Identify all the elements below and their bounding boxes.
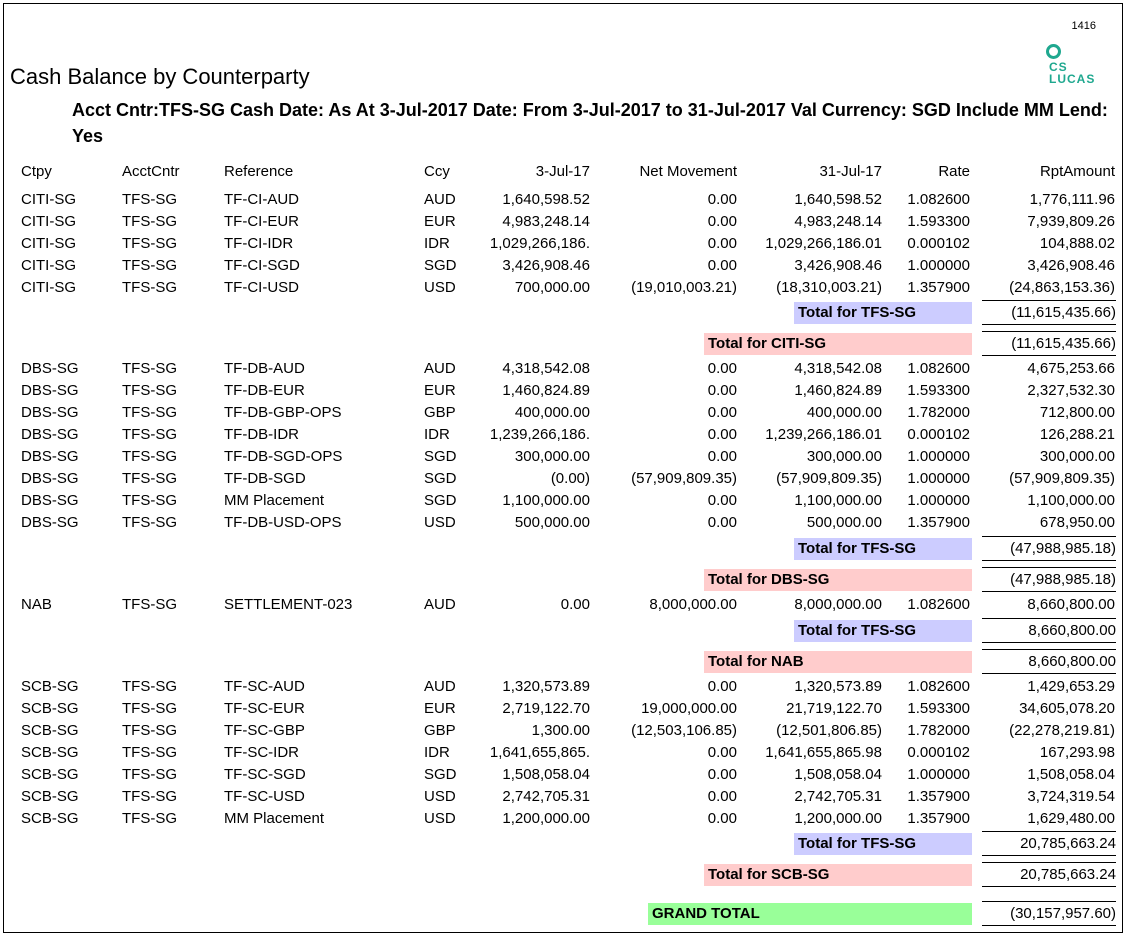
cell-ccy: SGD bbox=[424, 492, 457, 509]
total-value: 8,660,800.00 bbox=[982, 651, 1116, 674]
cell-rpt-amount: 8,660,800.00 bbox=[1027, 596, 1115, 613]
cell-rate: 1.000000 bbox=[907, 766, 970, 783]
cell-net-movement: 0.00 bbox=[707, 810, 737, 827]
acct-total-label: Total for TFS-SG bbox=[794, 538, 972, 560]
table-row bbox=[4, 699, 1124, 719]
cell-reference: TF-SC-AUD bbox=[224, 678, 305, 695]
cell-acctcntr: TFS-SG bbox=[122, 470, 177, 487]
total-value: 20,785,663.24 bbox=[982, 833, 1116, 856]
total-rule bbox=[982, 618, 1116, 619]
cell-open-balance: 4,983,248.14 bbox=[502, 213, 590, 230]
cell-ccy: IDR bbox=[424, 426, 450, 443]
cell-rpt-amount: 1,508,058.04 bbox=[1027, 766, 1115, 783]
cell-acctcntr: TFS-SG bbox=[122, 448, 177, 465]
table-row bbox=[4, 256, 1124, 276]
total-value: (47,988,985.18) bbox=[982, 538, 1116, 561]
cell-rate: 1.000000 bbox=[907, 470, 970, 487]
cell-close-balance: 2,742,705.31 bbox=[794, 788, 882, 805]
total-value: (47,988,985.18) bbox=[982, 569, 1116, 592]
cell-open-balance: 700,000.00 bbox=[514, 279, 590, 296]
cell-ccy: SGD bbox=[424, 448, 457, 465]
cell-ctpy: CITI-SG bbox=[21, 235, 76, 252]
cell-acctcntr: TFS-SG bbox=[122, 279, 177, 296]
cell-close-balance: 1,320,573.89 bbox=[794, 678, 882, 695]
cell-reference: TF-DB-GBP-OPS bbox=[224, 404, 342, 421]
table-row bbox=[4, 765, 1124, 785]
cell-acctcntr: TFS-SG bbox=[122, 678, 177, 695]
cell-ctpy: SCB-SG bbox=[21, 744, 79, 761]
cell-close-balance: 1,029,266,186.01 bbox=[765, 235, 882, 252]
cell-net-movement: (12,503,106.85) bbox=[631, 722, 737, 739]
acct-total-label: Total for TFS-SG bbox=[794, 833, 972, 855]
cell-net-movement: 0.00 bbox=[707, 360, 737, 377]
cell-open-balance: (0.00) bbox=[550, 470, 590, 487]
cell-close-balance: 3,426,908.46 bbox=[794, 257, 882, 274]
cell-rpt-amount: 2,327,532.30 bbox=[1027, 382, 1115, 399]
total-rule bbox=[982, 831, 1116, 832]
cell-ccy: IDR bbox=[424, 235, 450, 252]
table-row bbox=[4, 595, 1124, 615]
cell-reference: TF-CI-USD bbox=[224, 279, 299, 296]
cell-acctcntr: TFS-SG bbox=[122, 700, 177, 717]
cell-acctcntr: TFS-SG bbox=[122, 191, 177, 208]
cell-open-balance: 1,100,000.00 bbox=[502, 492, 590, 509]
cell-acctcntr: TFS-SG bbox=[122, 788, 177, 805]
table-row bbox=[4, 425, 1124, 445]
cell-rate: 1.357900 bbox=[907, 810, 970, 827]
cell-rpt-amount: 104,888.02 bbox=[1039, 235, 1115, 252]
header-close-date: 31-Jul-17 bbox=[819, 163, 882, 180]
cell-rpt-amount: 712,800.00 bbox=[1039, 404, 1115, 421]
table-row bbox=[4, 787, 1124, 807]
cell-rpt-amount: 3,426,908.46 bbox=[1027, 257, 1115, 274]
ctpy-total-label: Total for CITI-SG bbox=[704, 333, 972, 355]
total-value: 20,785,663.24 bbox=[982, 864, 1116, 887]
cell-reference: TF-CI-IDR bbox=[224, 235, 294, 252]
header-rate: Rate bbox=[938, 163, 970, 180]
cell-rate: 0.000102 bbox=[907, 744, 970, 761]
cell-net-movement: 8,000,000.00 bbox=[649, 596, 737, 613]
cell-open-balance: 1,300.00 bbox=[531, 722, 590, 739]
cell-rate: 1.593300 bbox=[907, 700, 970, 717]
cs-lucas-logo bbox=[1040, 44, 1110, 88]
cell-acctcntr: TFS-SG bbox=[122, 492, 177, 509]
header-rptamount: RptAmount bbox=[1039, 163, 1115, 180]
header-net-movement: Net Movement bbox=[639, 163, 737, 180]
cell-reference: TF-SC-GBP bbox=[224, 722, 305, 739]
report-page bbox=[3, 3, 1123, 933]
cell-reference: TF-SC-USD bbox=[224, 788, 305, 805]
cell-ccy: GBP bbox=[424, 722, 456, 739]
cell-close-balance: 400,000.00 bbox=[806, 404, 882, 421]
cell-rpt-amount: 1,776,111.96 bbox=[1029, 191, 1115, 208]
total-rule bbox=[982, 331, 1116, 332]
total-rule bbox=[982, 536, 1116, 537]
column-headers bbox=[4, 162, 1124, 182]
cell-ccy: IDR bbox=[424, 744, 450, 761]
cell-reference: TF-SC-EUR bbox=[224, 700, 305, 717]
cell-rpt-amount: 167,293.98 bbox=[1039, 744, 1115, 761]
cell-acctcntr: TFS-SG bbox=[122, 766, 177, 783]
cell-reference: TF-DB-SGD-OPS bbox=[224, 448, 343, 465]
cell-reference: TF-DB-EUR bbox=[224, 382, 305, 399]
cell-rate: 1.782000 bbox=[907, 722, 970, 739]
logo-line2: LUCAS bbox=[1049, 72, 1096, 86]
table-row bbox=[4, 278, 1124, 298]
grand-total-label: GRAND TOTAL bbox=[648, 903, 972, 925]
cell-rate: 1.593300 bbox=[907, 382, 970, 399]
ctpy-total-label: Total for NAB bbox=[704, 651, 972, 673]
cell-rate: 0.000102 bbox=[907, 235, 970, 252]
table-row bbox=[4, 743, 1124, 763]
cell-rpt-amount: 678,950.00 bbox=[1039, 514, 1115, 531]
acct-total-label: Total for TFS-SG bbox=[794, 302, 972, 324]
header-ccy: Ccy bbox=[424, 163, 450, 180]
cell-acctcntr: TFS-SG bbox=[122, 596, 177, 613]
header-reference: Reference bbox=[224, 163, 294, 180]
cell-ccy: AUD bbox=[424, 191, 456, 208]
cell-rate: 1.082600 bbox=[907, 191, 970, 208]
cell-rpt-amount: (57,909,809.35) bbox=[1009, 470, 1115, 487]
table-row bbox=[4, 212, 1124, 232]
cell-rate: 1.782000 bbox=[907, 404, 970, 421]
cell-open-balance: 1,460,824.89 bbox=[502, 382, 590, 399]
cell-close-balance: (18,310,003.21) bbox=[776, 279, 882, 296]
cell-acctcntr: TFS-SG bbox=[122, 810, 177, 827]
cell-rpt-amount: (24,863,153.36) bbox=[1009, 279, 1115, 296]
cell-net-movement: 0.00 bbox=[707, 788, 737, 805]
cell-ctpy: SCB-SG bbox=[21, 700, 79, 717]
cell-ctpy: SCB-SG bbox=[21, 766, 79, 783]
cell-ccy: GBP bbox=[424, 404, 456, 421]
cell-acctcntr: TFS-SG bbox=[122, 404, 177, 421]
cell-rate: 1.000000 bbox=[907, 492, 970, 509]
logo-ring-icon bbox=[1046, 44, 1061, 59]
table-row bbox=[4, 234, 1124, 254]
cell-ccy: SGD bbox=[424, 766, 457, 783]
table-row bbox=[4, 403, 1124, 423]
cell-ctpy: CITI-SG bbox=[21, 191, 76, 208]
table-row bbox=[4, 447, 1124, 467]
cell-ccy: AUD bbox=[424, 596, 456, 613]
header-acctcntr: AcctCntr bbox=[122, 163, 180, 180]
cell-close-balance: 8,000,000.00 bbox=[794, 596, 882, 613]
cell-close-balance: 1,460,824.89 bbox=[794, 382, 882, 399]
cell-acctcntr: TFS-SG bbox=[122, 744, 177, 761]
cell-close-balance: (12,501,806.85) bbox=[776, 722, 882, 739]
acct-total-label: Total for TFS-SG bbox=[794, 620, 972, 642]
cell-ctpy: CITI-SG bbox=[21, 213, 76, 230]
logo-line1: CS bbox=[1049, 60, 1068, 74]
cell-ccy: USD bbox=[424, 788, 456, 805]
cell-net-movement: 0.00 bbox=[707, 514, 737, 531]
cell-close-balance: 4,983,248.14 bbox=[794, 213, 882, 230]
ctpy-total-label: Total for SCB-SG bbox=[704, 864, 972, 886]
cell-reference: MM Placement bbox=[224, 492, 325, 509]
cell-net-movement: 0.00 bbox=[707, 191, 737, 208]
cell-close-balance: 1,239,266,186.01 bbox=[765, 426, 882, 443]
header-ctpy: Ctpy bbox=[21, 163, 52, 180]
cell-close-balance: 1,100,000.00 bbox=[794, 492, 882, 509]
cell-ctpy: DBS-SG bbox=[21, 404, 79, 421]
cell-close-balance: 1,508,058.04 bbox=[794, 766, 882, 783]
total-rule bbox=[982, 567, 1116, 568]
cell-rpt-amount: 7,939,809.26 bbox=[1027, 213, 1115, 230]
cell-rate: 1.357900 bbox=[907, 788, 970, 805]
cell-close-balance: 4,318,542.08 bbox=[794, 360, 882, 377]
cell-ccy: USD bbox=[424, 279, 456, 296]
cell-ctpy: NAB bbox=[21, 596, 52, 613]
report-title: Cash Balance by Counterparty bbox=[10, 64, 310, 89]
cell-reference: TF-DB-USD-OPS bbox=[224, 514, 342, 531]
cell-rate: 1.357900 bbox=[907, 514, 970, 531]
cell-open-balance: 2,719,122.70 bbox=[502, 700, 590, 717]
cell-rpt-amount: 3,724,319.54 bbox=[1027, 788, 1115, 805]
cell-open-balance: 0.00 bbox=[560, 596, 590, 613]
cell-close-balance: 21,719,122.70 bbox=[786, 700, 882, 717]
cell-ccy: EUR bbox=[424, 213, 456, 230]
cell-ctpy: DBS-SG bbox=[21, 382, 79, 399]
table-row bbox=[4, 381, 1124, 401]
cell-acctcntr: TFS-SG bbox=[122, 360, 177, 377]
cell-ccy: USD bbox=[424, 514, 456, 531]
cell-open-balance: 1,239,266,186. bbox=[489, 426, 590, 443]
cell-reference: SETTLEMENT-023 bbox=[224, 596, 353, 613]
cell-open-balance: 1,641,655,865. bbox=[489, 744, 590, 761]
cell-rate: 1.593300 bbox=[907, 213, 970, 230]
total-rule bbox=[982, 901, 1116, 902]
ctpy-total-label: Total for DBS-SG bbox=[704, 569, 972, 591]
page-number: 1416 bbox=[1071, 20, 1096, 32]
table-row bbox=[4, 721, 1124, 741]
cell-ctpy: CITI-SG bbox=[21, 279, 76, 296]
cell-rate: 1.357900 bbox=[907, 279, 970, 296]
cell-ccy: AUD bbox=[424, 360, 456, 377]
cell-net-movement: 19,000,000.00 bbox=[641, 700, 737, 717]
cell-ccy: SGD bbox=[424, 470, 457, 487]
cell-ctpy: DBS-SG bbox=[21, 470, 79, 487]
cell-open-balance: 1,640,598.52 bbox=[502, 191, 590, 208]
cell-rpt-amount: 1,100,000.00 bbox=[1027, 492, 1115, 509]
report-subtitle: Acct Cntr:TFS-SG Cash Date: As At 3-Jul-2017 Date: From 3-Jul-2017 to 31-Jul-2017 Val Currency: SGD Include MM Lend: Yes bbox=[72, 100, 1108, 146]
table-row bbox=[4, 677, 1124, 697]
cell-net-movement: 0.00 bbox=[707, 448, 737, 465]
cell-close-balance: (57,909,809.35) bbox=[776, 470, 882, 487]
cell-ctpy: SCB-SG bbox=[21, 788, 79, 805]
cell-close-balance: 1,640,598.52 bbox=[794, 191, 882, 208]
cell-open-balance: 300,000.00 bbox=[514, 448, 590, 465]
cell-rate: 1.000000 bbox=[907, 257, 970, 274]
cell-open-balance: 2,742,705.31 bbox=[502, 788, 590, 805]
cell-acctcntr: TFS-SG bbox=[122, 426, 177, 443]
cell-rate: 1.082600 bbox=[907, 360, 970, 377]
total-rule bbox=[982, 300, 1116, 301]
cell-ctpy: SCB-SG bbox=[21, 678, 79, 695]
cell-rate: 1.082600 bbox=[907, 678, 970, 695]
cell-reference: TF-SC-IDR bbox=[224, 744, 299, 761]
cell-close-balance: 1,200,000.00 bbox=[794, 810, 882, 827]
cell-close-balance: 1,641,655,865.98 bbox=[765, 744, 882, 761]
cell-acctcntr: TFS-SG bbox=[122, 382, 177, 399]
cell-acctcntr: TFS-SG bbox=[122, 722, 177, 739]
cell-rate: 0.000102 bbox=[907, 426, 970, 443]
table-row bbox=[4, 359, 1124, 379]
cell-net-movement: 0.00 bbox=[707, 235, 737, 252]
cell-open-balance: 4,318,542.08 bbox=[502, 360, 590, 377]
cell-ccy: USD bbox=[424, 810, 456, 827]
cell-rate: 1.000000 bbox=[907, 448, 970, 465]
cell-reference: TF-SC-SGD bbox=[224, 766, 306, 783]
cell-rpt-amount: 34,605,078.20 bbox=[1019, 700, 1115, 717]
cell-net-movement: 0.00 bbox=[707, 257, 737, 274]
cell-open-balance: 1,029,266,186. bbox=[489, 235, 590, 252]
cell-ctpy: DBS-SG bbox=[21, 426, 79, 443]
cell-ccy: SGD bbox=[424, 257, 457, 274]
cell-reference: TF-CI-EUR bbox=[224, 213, 299, 230]
cell-ctpy: SCB-SG bbox=[21, 810, 79, 827]
cell-reference: TF-DB-AUD bbox=[224, 360, 305, 377]
grand-total-value: (30,157,957.60) bbox=[982, 903, 1116, 926]
cell-ctpy: DBS-SG bbox=[21, 448, 79, 465]
cell-net-movement: 0.00 bbox=[707, 678, 737, 695]
table-row bbox=[4, 809, 1124, 829]
cell-open-balance: 1,200,000.00 bbox=[502, 810, 590, 827]
cell-open-balance: 500,000.00 bbox=[514, 514, 590, 531]
total-rule bbox=[982, 862, 1116, 863]
cell-net-movement: 0.00 bbox=[707, 766, 737, 783]
cell-rpt-amount: 1,629,480.00 bbox=[1027, 810, 1115, 827]
cell-ctpy: DBS-SG bbox=[21, 360, 79, 377]
cell-net-movement: 0.00 bbox=[707, 382, 737, 399]
table-row bbox=[4, 469, 1124, 489]
total-rule bbox=[982, 649, 1116, 650]
cell-net-movement: 0.00 bbox=[707, 492, 737, 509]
cell-open-balance: 400,000.00 bbox=[514, 404, 590, 421]
cell-rpt-amount: (22,278,219.81) bbox=[1009, 722, 1115, 739]
total-value: (11,615,435.66) bbox=[982, 302, 1116, 325]
cell-open-balance: 1,320,573.89 bbox=[502, 678, 590, 695]
cell-open-balance: 1,508,058.04 bbox=[502, 766, 590, 783]
cell-acctcntr: TFS-SG bbox=[122, 235, 177, 252]
cell-net-movement: 0.00 bbox=[707, 213, 737, 230]
cell-close-balance: 300,000.00 bbox=[806, 448, 882, 465]
cell-ctpy: DBS-SG bbox=[21, 514, 79, 531]
cell-ctpy: DBS-SG bbox=[21, 492, 79, 509]
cell-acctcntr: TFS-SG bbox=[122, 213, 177, 230]
cell-open-balance: 3,426,908.46 bbox=[502, 257, 590, 274]
cell-net-movement: 0.00 bbox=[707, 426, 737, 443]
cell-ccy: EUR bbox=[424, 382, 456, 399]
total-value: 8,660,800.00 bbox=[982, 620, 1116, 643]
cell-ccy: EUR bbox=[424, 700, 456, 717]
cell-rpt-amount: 300,000.00 bbox=[1039, 448, 1115, 465]
cell-rpt-amount: 1,429,653.29 bbox=[1027, 678, 1115, 695]
cell-net-movement: 0.00 bbox=[707, 744, 737, 761]
cell-reference: TF-CI-AUD bbox=[224, 191, 299, 208]
total-value: (11,615,435.66) bbox=[982, 333, 1116, 356]
cell-reference: TF-DB-IDR bbox=[224, 426, 299, 443]
table-row bbox=[4, 491, 1124, 511]
table-row bbox=[4, 190, 1124, 210]
cell-net-movement: (57,909,809.35) bbox=[631, 470, 737, 487]
cell-acctcntr: TFS-SG bbox=[122, 514, 177, 531]
cell-ccy: AUD bbox=[424, 678, 456, 695]
cell-rpt-amount: 126,288.21 bbox=[1039, 426, 1115, 443]
cell-acctcntr: TFS-SG bbox=[122, 257, 177, 274]
cell-ctpy: SCB-SG bbox=[21, 722, 79, 739]
cell-reference: MM Placement bbox=[224, 810, 325, 827]
header-open-date: 3-Jul-17 bbox=[535, 163, 590, 180]
cell-rpt-amount: 4,675,253.66 bbox=[1027, 360, 1115, 377]
cell-ctpy: CITI-SG bbox=[21, 257, 76, 274]
cell-net-movement: 0.00 bbox=[707, 404, 737, 421]
cell-reference: TF-DB-SGD bbox=[224, 470, 306, 487]
cell-reference: TF-CI-SGD bbox=[224, 257, 300, 274]
table-row bbox=[4, 513, 1124, 533]
cell-rate: 1.082600 bbox=[907, 596, 970, 613]
cell-close-balance: 500,000.00 bbox=[806, 514, 882, 531]
cell-net-movement: (19,010,003.21) bbox=[631, 279, 737, 296]
